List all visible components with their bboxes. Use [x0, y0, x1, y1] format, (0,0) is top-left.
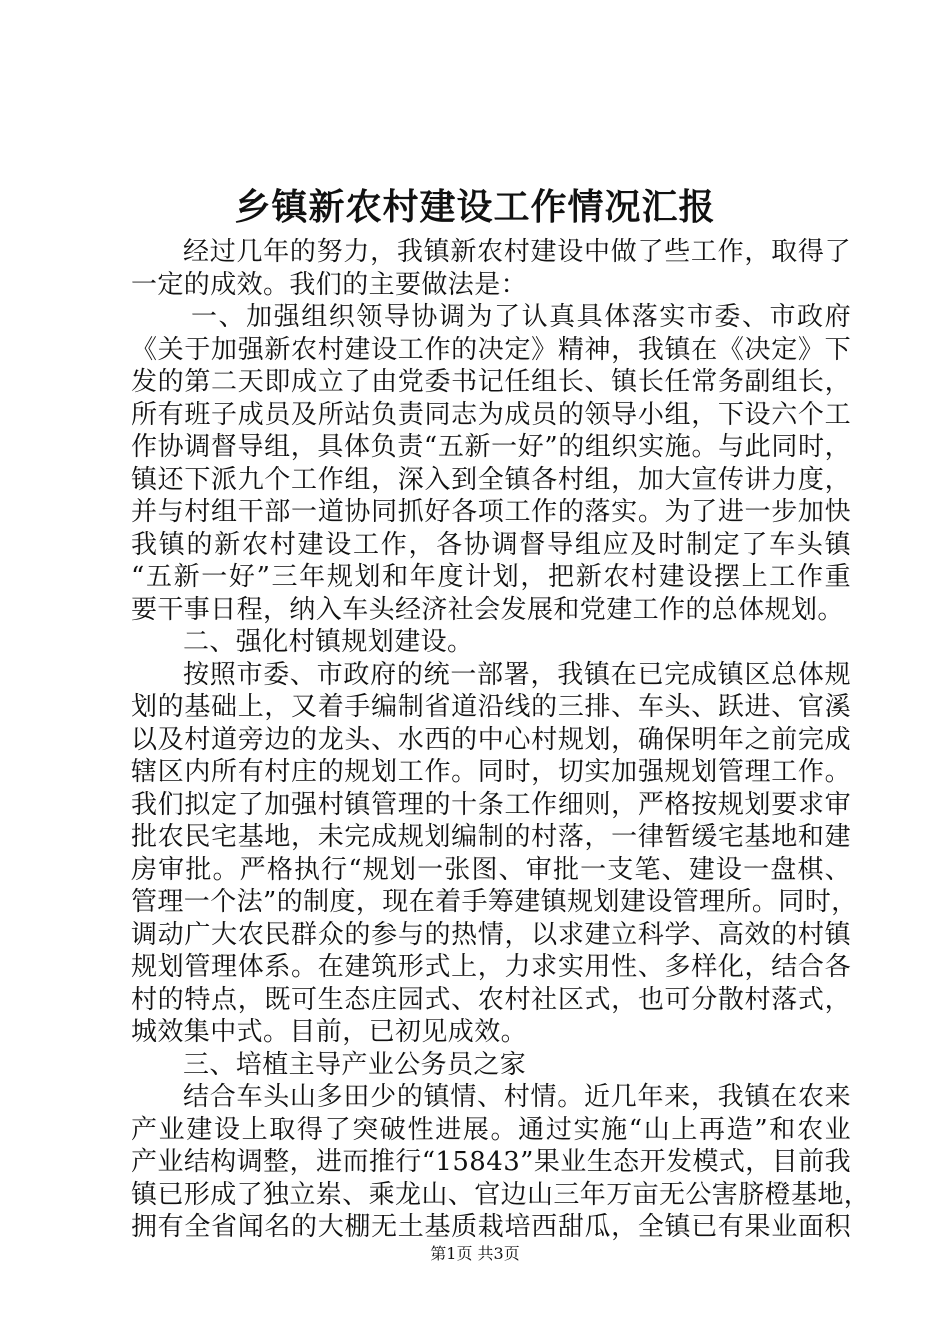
text-line: 要干事日程，纳入车头经济社会发展和党建工作的总体规划。	[131, 594, 844, 625]
text-line: 发的第二天即成立了由党委书记任组长、镇长任常务副组长，	[131, 367, 851, 397]
text-line: 拥有全省闻名的大棚无土基质栽培西甜瓜，全镇已有果业面积	[131, 1212, 851, 1242]
text-line: 辖区内所有村庄的规划工作。同时，切实加强规划管理工作。	[131, 757, 851, 787]
text-line: 结合车头山多田少的镇情、村情。近几年来，我镇在农来	[183, 1082, 851, 1112]
text-line: 按照市委、市政府的统一部署，我镇在已完成镇区总体规	[183, 659, 851, 690]
text-line: 镇还下派九个工作组，深入到全镇各村组，加大宣传讲力度，	[131, 464, 851, 495]
text-line: “五新一好”三年规划和年度计划，把新农村建设摆上工作重	[131, 562, 851, 592]
text-line: 批农民宅基地，未完成规划编制的村落，一律暂缓宅基地和建	[131, 822, 851, 852]
text-line: 一定的成效。我们的主要做法是：	[131, 269, 528, 300]
document-body	[131, 236, 871, 1244]
text-line: 并与村组干部一道协同抓好各项工作的落实。为了进一步加快	[131, 497, 851, 527]
text-line: 划的基础上，又着手编制省道沿线的三排、车头、跃进、官溪	[131, 692, 851, 722]
text-line: 三、培植主导产业公务员之家	[183, 1049, 527, 1080]
text-line: 镇已形成了独立岽、乘龙山、官边山三年万亩无公害脐橙基地，	[131, 1179, 871, 1210]
text-line: 我们拟定了加强村镇管理的十条工作细则，严格按规划要求审	[131, 789, 851, 820]
document-title: 乡镇新农村建设工作情况汇报	[234, 186, 716, 228]
text-line: 规划管理体系。在建筑形式上，力求实用性、多样化，结合各	[131, 952, 851, 982]
text-line: 产业建设上取得了突破性进展。通过实施“山上再造”和农业	[131, 1114, 851, 1145]
text-line: 村的特点，既可生态庄园式、农村社区式，也可分散村落式，	[131, 984, 851, 1015]
text-line: 《关于加强新农村建设工作的决定》精神，我镇在《决定》下	[131, 334, 851, 365]
text-line: 以及村道旁边的龙头、水西的中心村规划，确保明年之前完成	[131, 724, 851, 755]
text-line: 我镇的新农村建设工作，各协调督导组应及时制定了车头镇	[131, 529, 851, 560]
text-line: 一、加强组织领导协调为了认真具体落实市委、市政府	[191, 302, 851, 332]
text-line: 所有班子成员及所站负责同志为成员的领导小组，下设六个工	[131, 399, 851, 430]
text-line: 经过几年的努力，我镇新农村建设中做了些工作，取得了	[183, 237, 851, 267]
text-line: 调动广大农民群众的参与的热情，以求建立科学、高效的村镇	[131, 919, 851, 950]
text-line: 城效集中式。目前，已初见成效。	[131, 1017, 528, 1047]
text-line: 作协调督导组，具体负责“五新一好”的组织实施。与此同时，	[131, 432, 851, 462]
text-line: 产业结构调整，进而推行“15843”果业生态开发模式，目前我	[131, 1147, 851, 1177]
text-line: 二、强化村镇规划建设。	[183, 627, 474, 657]
text-line: 管理一个法”的制度，现在着手筹建镇规划建设管理所。同时，	[131, 887, 858, 917]
text-line: 房审批。严格执行“规划一张图、审批一支笔、建设一盘棋、	[131, 854, 851, 885]
page-footer: 第1页 共3页	[430, 1244, 520, 1263]
